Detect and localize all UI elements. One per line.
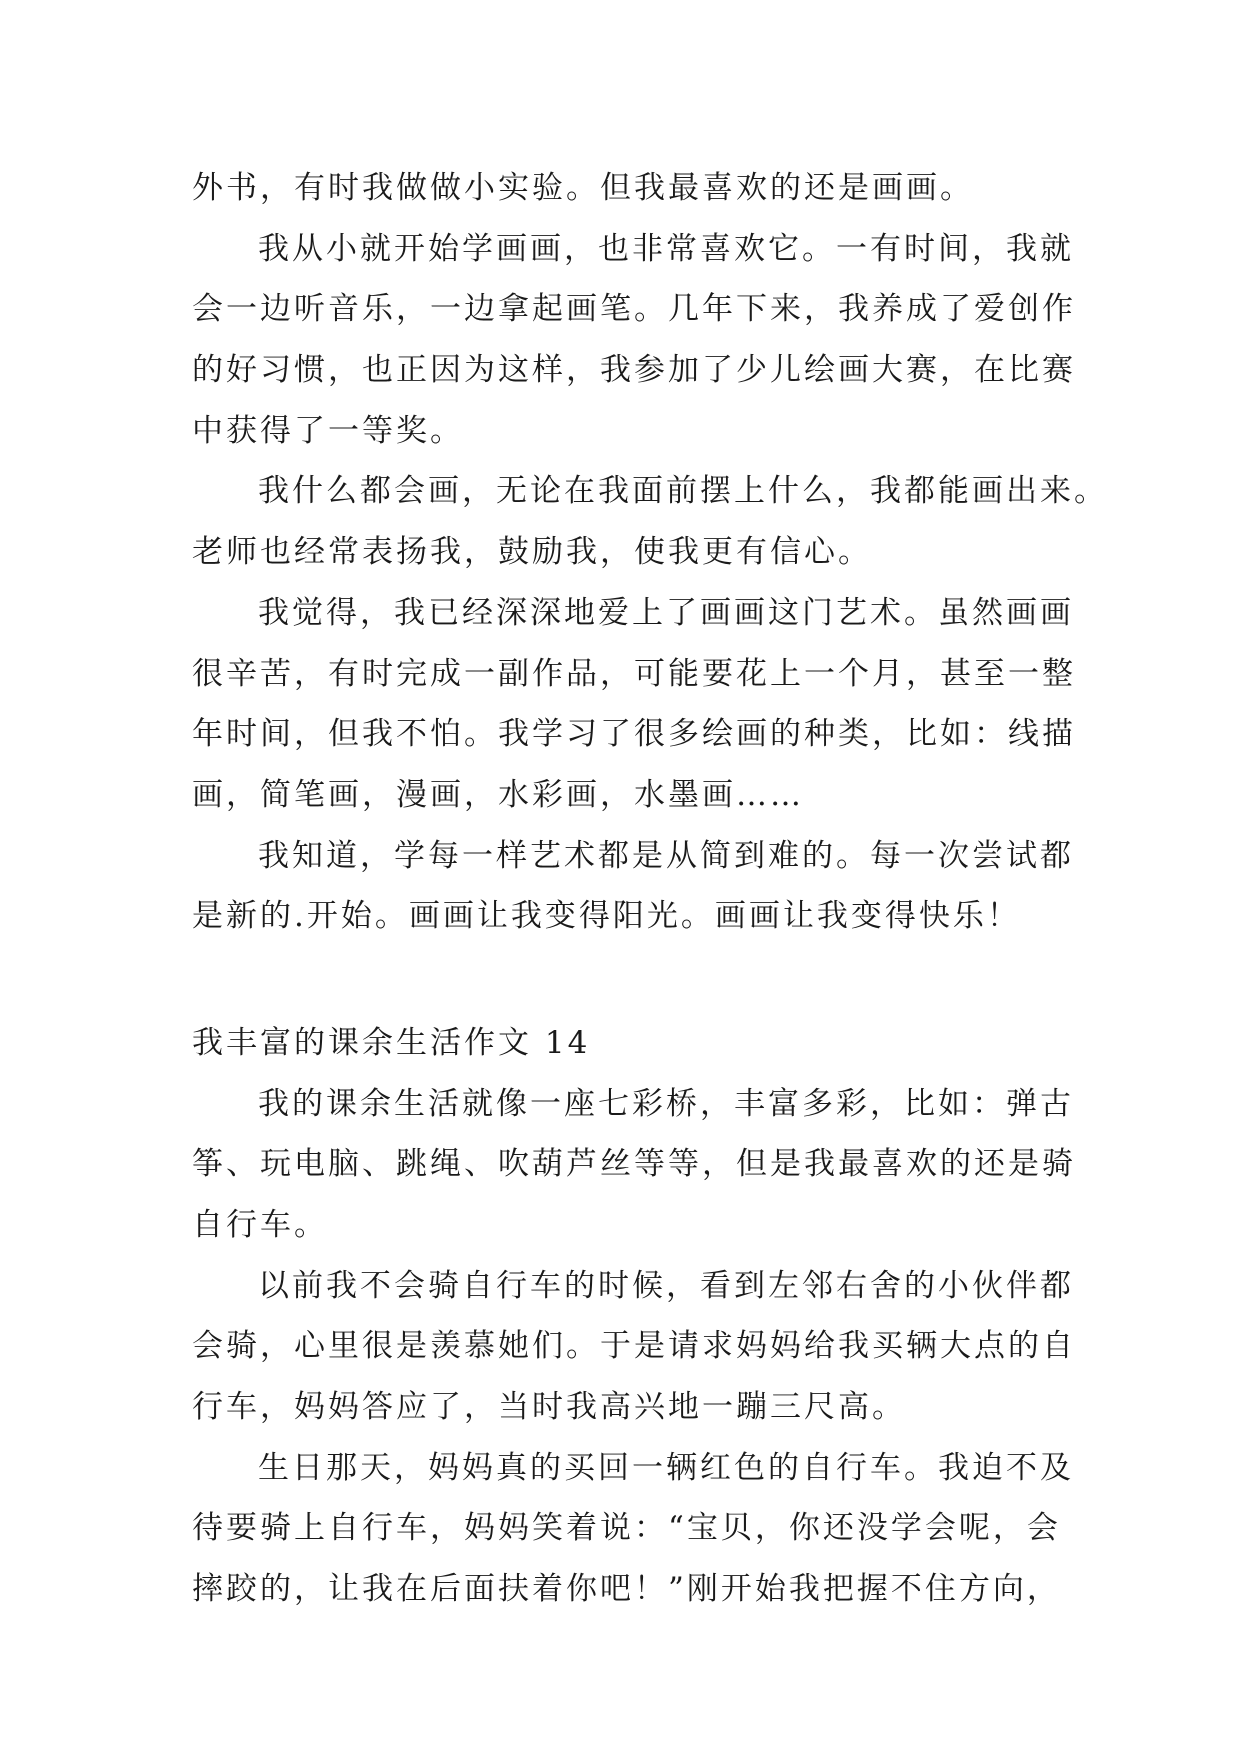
paragraph-line: 我从小就开始学画画，也非常喜欢它。一有时间，我就: [258, 230, 1074, 267]
paragraph-line: 我什么都会画，无论在我面前摆上什么，我都能画出来。: [258, 473, 1108, 510]
paragraph-line: 生日那天，妈妈真的买回一辆红色的自行车。我迫不及: [258, 1449, 1074, 1486]
paragraph-line: 年时间，但我不怕。我学习了很多绘画的种类，比如：线描: [192, 716, 1076, 753]
paragraph-line: 行车，妈妈答应了，当时我高兴地一蹦三尺高。: [192, 1389, 906, 1426]
paragraph-line: 待要骑上自行车，妈妈笑着说：“宝贝，你还没学会呢，会: [192, 1510, 1061, 1547]
paragraph-line: 老师也经常表扬我，鼓励我，使我更有信心。: [192, 534, 872, 571]
paragraph-line: 的好习惯，也正因为这样，我参加了少儿绘画大赛，在比赛: [192, 352, 1076, 389]
paragraph-line: 中获得了一等奖。: [192, 412, 464, 449]
paragraph-line: 画，简笔画，漫画，水彩画，水墨画……: [192, 776, 804, 813]
paragraph-line: 会一边听音乐，一边拿起画笔。几年下来，我养成了爱创作: [192, 291, 1076, 328]
paragraph-line: 我的课余生活就像一座七彩桥，丰富多彩，比如：弹古: [258, 1085, 1074, 1122]
paragraph-line: 是新的.开始。画画让我变得阳光。画画让我变得快乐！: [192, 898, 1021, 935]
document-body: [192, 158, 1108, 1620]
paragraph-line: 筝、玩电脑、跳绳、吹葫芦丝等等，但是我最喜欢的还是骑: [192, 1146, 1076, 1183]
paragraph-line: 摔跤的，让我在后面扶着你吧！”刚开始我把握不住方向，: [192, 1571, 1061, 1608]
paragraph-line: 自行车。: [192, 1207, 328, 1243]
paragraph-line: 我觉得，我已经深深地爱上了画画这门艺术。虽然画画: [258, 594, 1074, 631]
paragraph-line: 很辛苦，有时完成一副作品，可能要花上一个月，甚至一整: [192, 655, 1076, 692]
paragraph-line: 我知道，学每一样艺术都是从简到难的。每一次尝试都: [258, 837, 1074, 874]
section-spacer: [192, 947, 1050, 1013]
paragraph-line: 以前我不会骑自行车的时候，看到左邻右舍的小伙伴都: [258, 1267, 1074, 1304]
paragraph-line: 外书，有时我做做小实验。但我最喜欢的还是画画。: [192, 170, 974, 206]
essay-title: 我丰富的课余生活作文 14: [192, 1024, 591, 1061]
paragraph-line: 会骑，心里很是羡慕她们。于是请求妈妈给我买辆大点的自: [192, 1328, 1076, 1365]
